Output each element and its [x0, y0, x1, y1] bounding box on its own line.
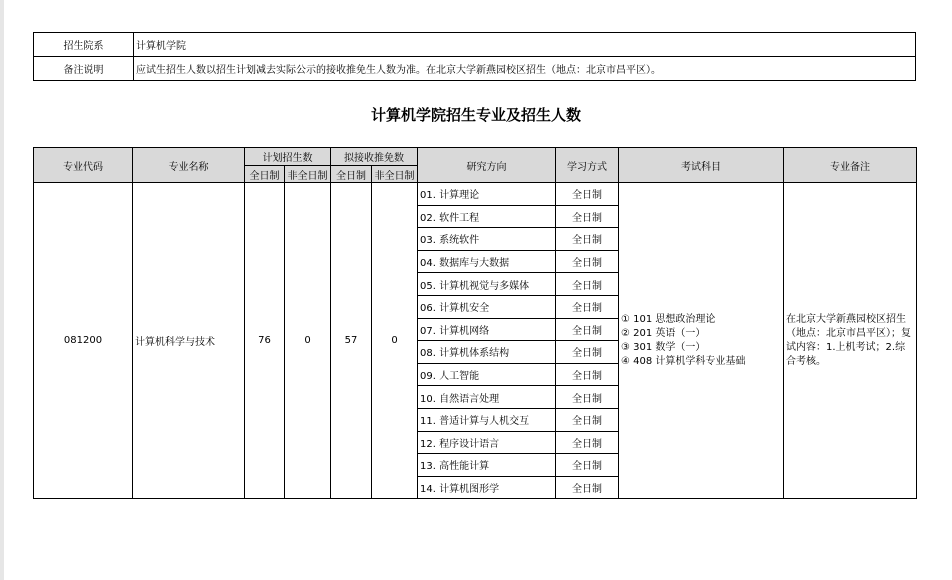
- direction-mode: 全日制: [556, 363, 619, 386]
- direction-mode: 全日制: [556, 183, 619, 206]
- direction-mode: 全日制: [556, 250, 619, 273]
- info-row-remark: [34, 57, 916, 81]
- exam-subject-1: ① 101 思想政治理论: [621, 313, 716, 325]
- direction-name: 11. 普适计算与人机交互: [418, 408, 556, 431]
- header-mode: 学习方式: [556, 148, 619, 183]
- program-name: 计算机科学与技术: [133, 183, 245, 499]
- info-row-school: [34, 33, 916, 57]
- program-code: 081200: [34, 183, 133, 499]
- header-plan: 计划招生数: [245, 148, 331, 166]
- header-name: 专业名称: [133, 148, 245, 183]
- direction-name: 09. 人工智能: [418, 363, 556, 386]
- header-rec-fulltime: 全日制: [331, 166, 372, 183]
- direction-mode: 全日制: [556, 454, 619, 477]
- direction-mode: 全日制: [556, 205, 619, 228]
- remark-label: 备注说明: [34, 57, 134, 81]
- exam-subject-2: ② 201 英语（一）: [621, 327, 706, 339]
- header-code: 专业代码: [34, 148, 133, 183]
- school-label: 招生院系: [34, 33, 134, 57]
- direction-name: 12. 程序设计语言: [418, 431, 556, 454]
- direction-mode: 全日制: [556, 476, 619, 499]
- rec-fulltime: 57: [331, 183, 372, 499]
- direction-name: 03. 系统软件: [418, 228, 556, 251]
- header-plan-fulltime: 全日制: [245, 166, 285, 183]
- programs-body: [34, 183, 917, 499]
- direction-mode: 全日制: [556, 386, 619, 409]
- direction-mode: 全日制: [556, 273, 619, 296]
- header-plan-parttime: 非全日制: [285, 166, 331, 183]
- school-value: 计算机学院: [134, 33, 916, 57]
- header-recommend: 拟接收推免数: [331, 148, 418, 166]
- header-direction: 研究方向: [418, 148, 556, 183]
- direction-name: 10. 自然语言处理: [418, 386, 556, 409]
- direction-name: 07. 计算机网络: [418, 318, 556, 341]
- rec-parttime: 0: [372, 183, 418, 499]
- header-row-1: [34, 148, 917, 166]
- exam-subject-3: ③ 301 数学（一）: [621, 341, 706, 353]
- exam-subjects: [619, 183, 784, 499]
- info-table: [33, 32, 916, 81]
- direction-name: 02. 软件工程: [418, 205, 556, 228]
- direction-name: 04. 数据库与大数据: [418, 250, 556, 273]
- direction-mode: 全日制: [556, 228, 619, 251]
- direction-name: 05. 计算机视觉与多媒体: [418, 273, 556, 296]
- header-note: 专业备注: [784, 148, 917, 183]
- program-note: 在北京大学新燕园校区招生（地点：北京市昌平区）；复试内容：1.上机考试；2.综合考核。: [784, 183, 917, 499]
- direction-name: 14. 计算机图形学: [418, 476, 556, 499]
- left-edge-strip: [0, 0, 4, 580]
- header-rec-parttime: 非全日制: [372, 166, 418, 183]
- programs-table: [33, 147, 917, 499]
- direction-mode: 全日制: [556, 341, 619, 364]
- plan-fulltime: 76: [245, 183, 285, 499]
- page-title: 计算机学院招生专业及招生人数: [370, 106, 581, 124]
- direction-name: 08. 计算机体系结构: [418, 341, 556, 364]
- table-row: [34, 183, 917, 206]
- remark-value: 应试生招生人数以招生计划减去实际公示的接收推免生人数为准。在北京大学新燕园校区招生（地点：北京市昌平区）。: [134, 57, 916, 81]
- header-exam: 考试科目: [619, 148, 784, 183]
- direction-name: 01. 计算理论: [418, 183, 556, 206]
- exam-subject-4: ④ 408 计算机学科专业基础: [621, 355, 746, 367]
- plan-parttime: 0: [285, 183, 331, 499]
- direction-mode: 全日制: [556, 295, 619, 318]
- direction-mode: 全日制: [556, 431, 619, 454]
- direction-mode: 全日制: [556, 408, 619, 431]
- direction-name: 06. 计算机安全: [418, 295, 556, 318]
- direction-name: 13. 高性能计算: [418, 454, 556, 477]
- direction-mode: 全日制: [556, 318, 619, 341]
